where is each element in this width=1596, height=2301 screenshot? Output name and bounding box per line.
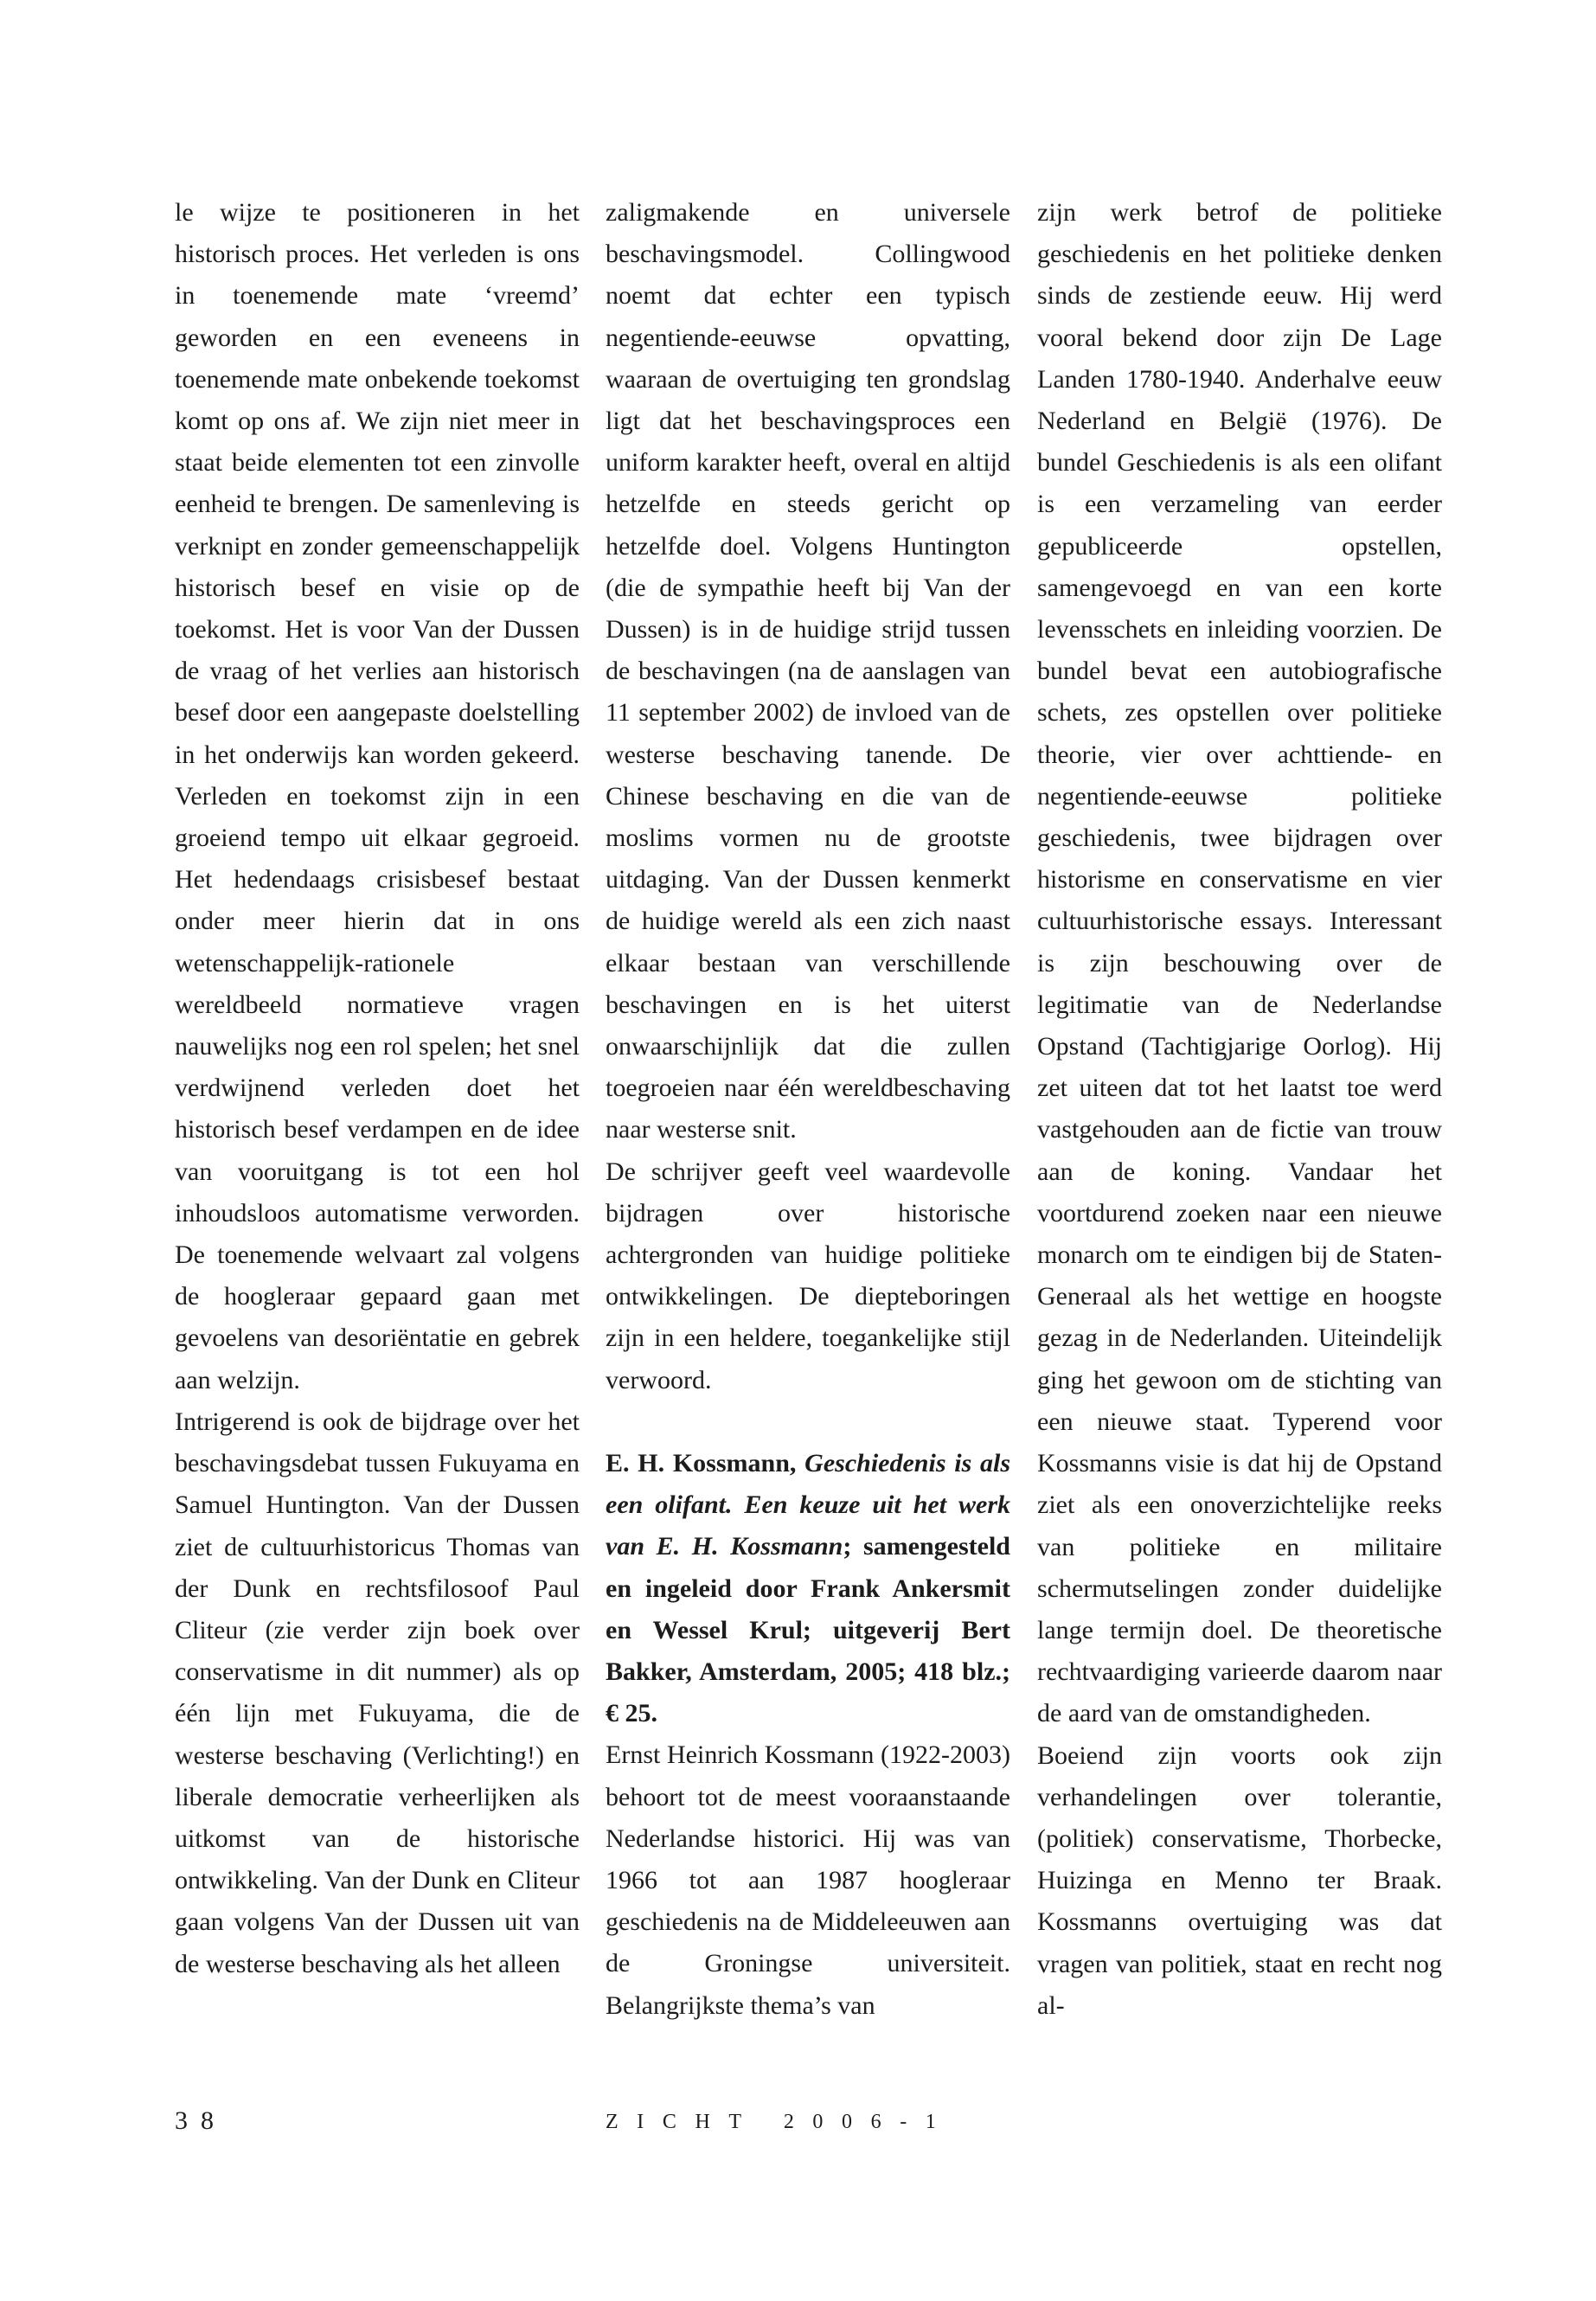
- book-review-heading: [606, 1443, 1010, 1734]
- journal-running-footer: ZICHT 2006-1: [606, 2111, 955, 2133]
- review-book-details: ; samengesteld en ingeleid door Frank Ankersmit en Wessel Krul; uitgeverij Bert Bakker, Amsterdam, 2005; 418 blz.; € 25.: [606, 1532, 1010, 1728]
- text-column-3: [1037, 192, 1442, 2027]
- paragraph: Boeiend zijn voorts ook zijn verhandelingen over tolerantie, (politiek) conservatisme, Thorbecke, Huizinga en Menno ter Braak. Kossmanns overtuiging was dat vragen van politiek, staat en recht nog al-: [1037, 1740, 1442, 2020]
- page-number: 38: [175, 2106, 227, 2135]
- review-book-title: Geschiedenis is als een olifant. Een keuze uit het werk van E. H. Kossmann: [606, 1448, 1011, 1561]
- paragraph: le wijze te positioneren in het historisch proces. Het verleden is ons in toenemende mate ‘vreemd’ geworden en een eveneens in toenemende mate onbekende toekomst komt op ons af. We zijn niet meer in staat beide elementen tot een zinvolle eenheid te brengen. De samenleving is verknipt en zonder gemeenschappelijk historisch besef en visie op de toekomst. Het is voor Van der Dussen de vraag of het verlies aan historisch besef door een aangepaste doelstelling in het onderwijs kan worden gekeerd. Verleden en toekomst zijn in een groeiend tempo uit elkaar gegroeid. Het hedendaags crisisbesef bestaat onder meer hierin dat in ons wetenschappelijk-rationele wereldbeeld normatieve vragen nauwelijks nog een rol spelen; het snel verdwijnend verleden doet het historisch besef verdampen en de idee van vooruitgang is tot een hol inhoudsloos automatisme verworden. De toenemende welvaart zal volgens de hoogleraar gepaard gaan met gevoelens van desoriëntatie en gebrek aan welzijn.: [175, 198, 580, 1394]
- paragraph: Intrigerend is ook de bijdrage over het beschavingsdebat tussen Fukuyama en Samuel Huntington. Van der Dussen ziet de cultuurhistoricus Thomas van der Dunk en rechtsfilosoof Paul Cliteur (zie verder zijn boek over conservatisme in dit nummer) als op één lijn met Fukuyama, die de westerse beschaving (Verlichting!) en liberale democratie verheerlijken als uitkomst van de historische ontwikkeling. Van der Dunk en Cliteur gaan volgens Van der Dussen uit van de westerse beschaving als het alleen: [175, 1407, 580, 1978]
- paragraph: Ernst Heinrich Kossmann (1922-2003) behoort tot de meest vooraanstaande Nederlandse historici. Hij was van 1966 tot aan 1987 hoogleraar geschiedenis na de Middeleeuwen aan de Groningse universiteit. Belangrijkste thema’s van: [606, 1740, 1010, 2020]
- paragraph: zijn werk betrof de politieke geschiedenis en het politieke denken sinds de zestiende eeuw. Hij werd vooral bekend door zijn De Lage Landen 1780-1940. Anderhalve eeuw Nederland en België (1976). De bundel Geschiedenis is als een olifant is een verzameling van eerder gepubliceerde opstellen, samengevoegd en van een korte levensschets en inleiding voorzien. De bundel bevat een autobiografische schets, zes opstellen over politieke theorie, vier over achttiende- en negentiende-eeuwse politieke geschiedenis, twee bijdragen over historisme en conservatisme en vier cultuurhistorische essays. Interessant is zijn beschouwing over de legitimatie van de Nederlandse Opstand (Tachtigjarige Oorlog). Hij zet uiteen dat tot het laatst toe werd vastgehouden aan de fictie van trouw aan de koning. Vandaar het voortdurend zoeken naar een nieuwe monarch om te eindigen bij de Staten-Generaal als het wettige en hoogste gezag in de Nederlanden. Uiteindelijk ging het gewoon om de stichting van een nieuwe staat. Typerend voor Kossmanns visie is dat hij de Opstand ziet als een onoverzichtelijke reeks van politieke en militaire schermutselingen zonder duidelijke lange termijn doel. De theoretische rechtvaardiging varieerde daarom naar de aard van de omstandigheden.: [1037, 198, 1442, 1728]
- review-author: E. H. Kossmann,: [606, 1448, 797, 1477]
- paragraph: De schrijver geeft veel waardevolle bijdragen over historische achtergronden van huidige politieke ontwikkelingen. De diepteboringen zijn in een heldere, toegankelijke stijl verwoord.: [606, 1157, 1010, 1394]
- text-column-1: [175, 192, 580, 1985]
- text-column-2: [606, 192, 1010, 2027]
- paragraph: zaligmakende en universele beschavingsmodel. Collingwood noemt dat echter een typisch negentiende-eeuwse opvatting, waaraan de overtuiging ten grondslag ligt dat het beschavingsproces een uniform karakter heeft, overal en altijd hetzelfde en steeds gericht op hetzelfde doel. Volgens Huntington (die de sympathie heeft bij Van der Dussen) is in de huidige strijd tussen de beschavingen (na de aanslagen van 11 september 2002) de invloed van de westerse beschaving tanende. De Chinese beschaving en die van de moslims vormen nu de grootste uitdaging. Van der Dussen kenmerkt de huidige wereld als een zich naast elkaar bestaan van verschillende beschavingen en is het uiterst onwaarschijnlijk dat die zullen toegroeien naar één wereldbeschaving naar westerse snit.: [606, 198, 1010, 1144]
